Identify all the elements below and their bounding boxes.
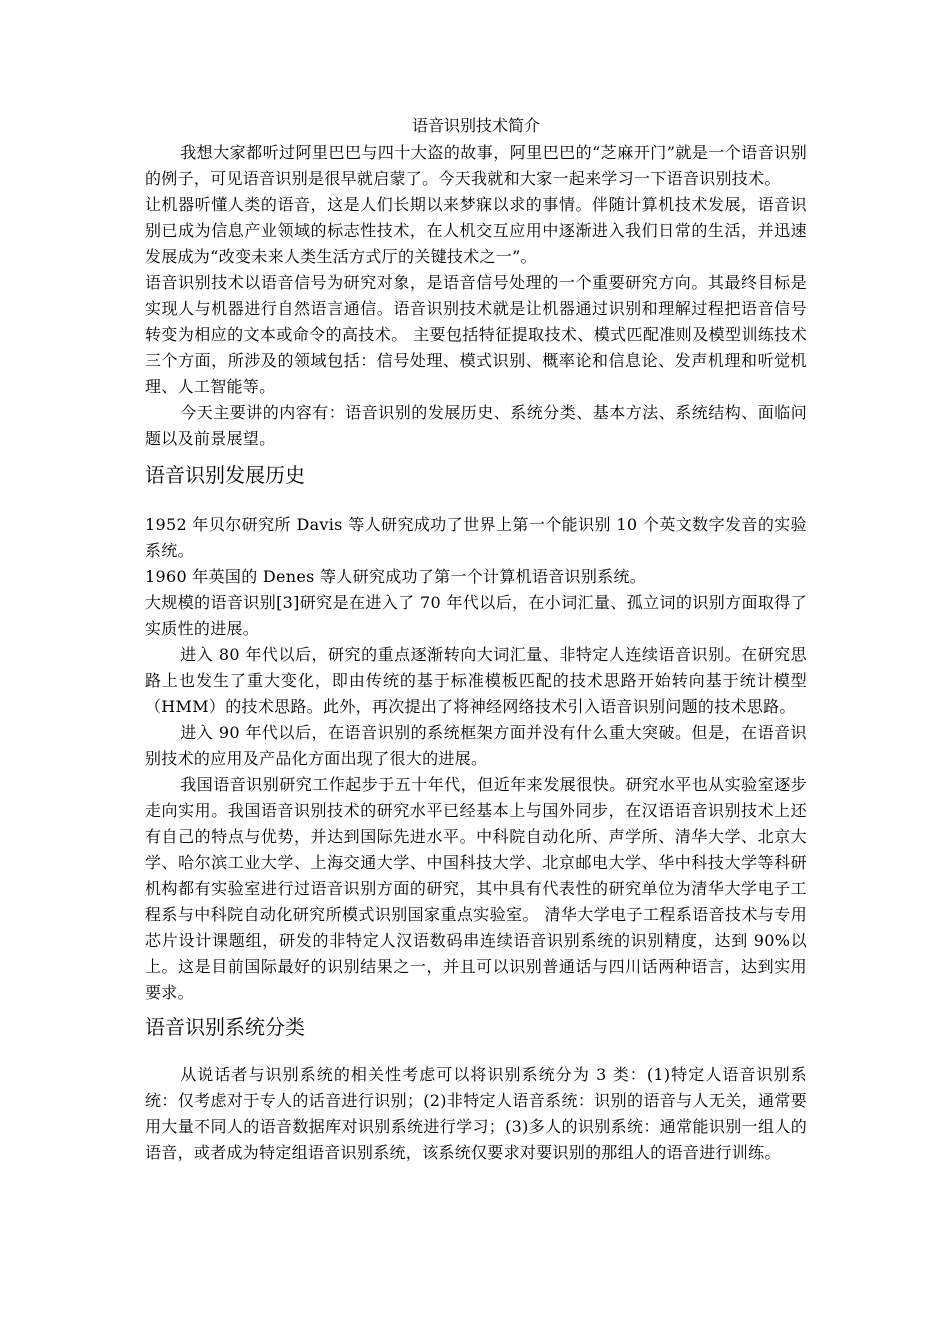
intro-paragraph-3: 语音识别技术以语音信号为研究对象，是语音信号处理的一个重要研究方向。其最终目标是实现人与机器进行自然语言通信。语音识别技术就是让机器通过识别和理解过程把语音信号转变为相应的文本或命令的高技术。 主要包括特征提取技术、模式匹配准则及模型训练技术三个方面，所涉及的领域包括：信号处理、模式识别、概率论和信息论、发声机理和听觉机理、人工智能等。 — [145, 273, 807, 396]
history-paragraph-90s: 进入 90 年代以后，在语音识别的系统框架方面并没有什么重大突破。但是，在语音识别技术的应用及产品化方面出现了很大的进展。 — [145, 723, 807, 768]
intro-paragraph-1: 我想大家都听过阿里巴巴与四十大盗的故事，阿里巴巴的“芝麻开门”就是一个语音识别的例子，可见语音识别是很早就启蒙了。今天我就和大家一起来学习一下语音识别技术。 — [145, 143, 807, 188]
intro-paragraph-2: 让机器听懂人类的语音，这是人们长期以来梦寐以求的事情。伴随计算机技术发展，语音识别已成为信息产业领域的标志性技术，在人机交互应用中逐渐进入我们日常的生活，并迅速发展成为“改变未来人类生活方式厅的关键技术之一”。 — [145, 195, 807, 266]
section-heading-classification: 语音识别系统分类 — [145, 1015, 305, 1039]
history-paragraph-80s: 进入 80 年代以后，研究的重点逐渐转向大词汇量、非特定人连续语音识别。在研究思路上也发生了重大变化，即由传统的基于标准模板匹配的技术思路开始转向基于统计模型（HMM）的技术思路。此外，再次提出了将神经网络技术引入语音识别问题的技术思路。 — [145, 645, 807, 716]
document-title: 语音识别技术简介 — [411, 116, 540, 135]
history-paragraph-china: 我国语音识别研究工作起步于五十年代，但近年来发展很快。研究水平也从实验室逐步走向实用。我国语音识别技术的研究水平已经基本上与国外同步，在汉语语音识别技术上还有自己的特点与优势，并达到国际先进水平。中科院自动化所、声学所、清华大学、北京大学、哈尔滨工业大学、上海交通大学、中国科技大学、北京邮电大学、华中科技大学等科研机构都有实验室进行过语音识别方面的研究，其中具有代表性的研究单位为清华大学电子工程系与中科院自动化研究所模式识别国家重点实验室。 清华大学电子工程系语音技术与专用芯片设计课题组，研发的非特定人汉语数码串连续语音识别系统的识别精度，达到 90%以上。这是目前国际最好的识别结果之一，并且可以识别普通话与四川话两种语言，达到实用要求。 — [145, 775, 807, 1002]
section-heading-history: 语音识别发展历史 — [145, 463, 305, 487]
history-paragraph-1952: 1952 年贝尔研究所 Davis 等人研究成功了世界上第一个能识别 10 个英文数字发音的实验系统。 — [145, 515, 807, 560]
intro-paragraph-4: 今天主要讲的内容有：语音识别的发展历史、系统分类、基本方法、系统结构、面临问题以及前景展望。 — [145, 403, 807, 448]
history-paragraph-1960: 1960 年英国的 Denes 等人研究成功了第一个计算机语音识别系统。 — [145, 567, 647, 586]
history-paragraph-70s: 大规模的语音识别[3]研究是在进入了 70 年代以后，在小词汇量、孤立词的识别方面取得了实质性的进展。 — [145, 593, 807, 638]
document-body — [145, 112, 807, 1166]
classification-paragraph-1: 从说话者与识别系统的相关性考虑可以将识别系统分为 3 类：(1)特定人语音识别系统：仅考虑对于专人的话音进行识别；(2)非特定人语音系统：识别的语音与人无关，通常要用大量不同人的语音数据库对识别系统进行学习；(3)多人的识别系统：通常能识别一组人的语音，或者成为特定组语音识别系统，该系统仅要求对要识别的那组人的语音进行训练。 — [145, 1065, 807, 1162]
